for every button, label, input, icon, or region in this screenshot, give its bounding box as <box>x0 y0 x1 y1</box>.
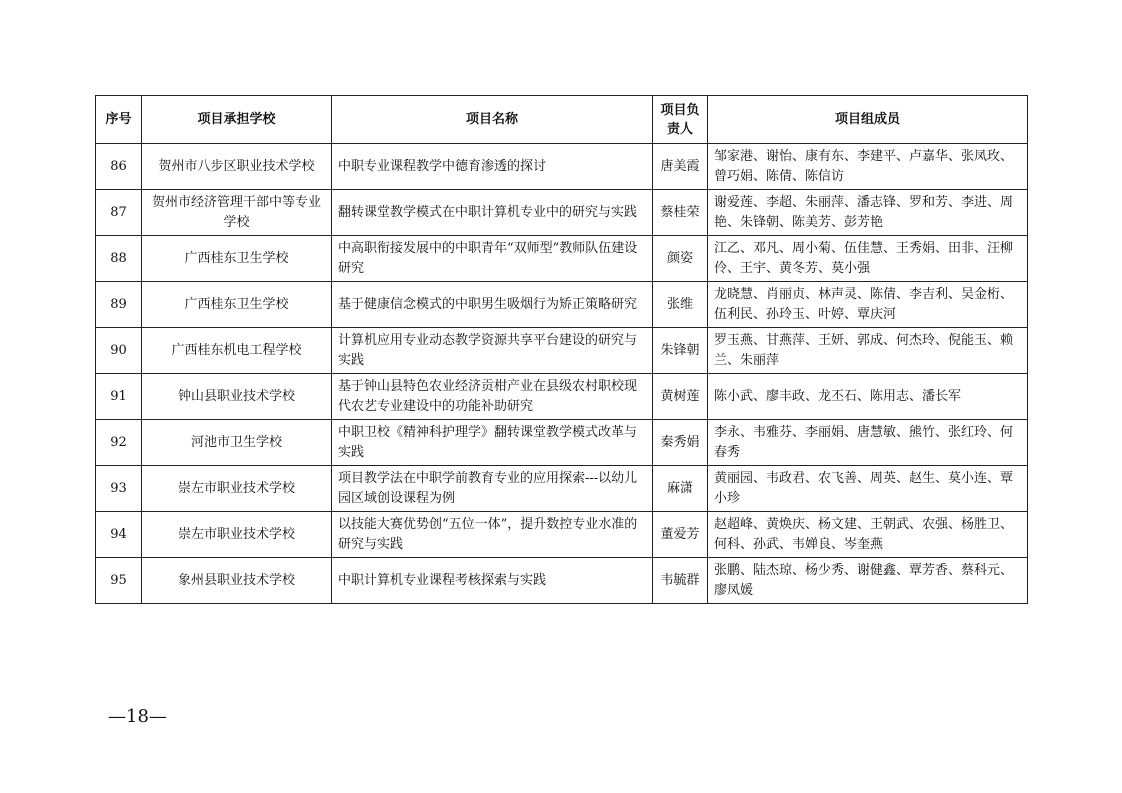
cell-num: 89 <box>96 282 142 328</box>
cell-leader: 秦秀娟 <box>653 420 708 466</box>
cell-members: 陈小武、廖丰政、龙丕石、陈用志、潘长军 <box>708 374 1028 420</box>
cell-members: 龙晓慧、肖丽贞、林声灵、陈倩、李吉利、吴金桁、伍利民、孙玲玉、叶婷、覃庆河 <box>708 282 1028 328</box>
table-row <box>96 512 1028 558</box>
table-row <box>96 374 1028 420</box>
cell-members: 赵超峰、黄焕庆、杨文建、王朝武、农强、杨胜卫、何科、孙武、韦婵良、岑奎燕 <box>708 512 1028 558</box>
header-num: 序号 <box>96 96 142 144</box>
cell-num: 88 <box>96 236 142 282</box>
cell-leader: 朱锋朝 <box>653 328 708 374</box>
cell-members: 李永、韦雅芬、李丽娟、唐慧敏、熊竹、张红玲、何春秀 <box>708 420 1028 466</box>
cell-school: 崇左市职业技术学校 <box>142 512 332 558</box>
cell-leader: 张维 <box>653 282 708 328</box>
cell-school: 贺州市经济管理干部中等专业学校 <box>142 190 332 236</box>
cell-project-name: 中高职衔接发展中的中职青年“双师型”教师队伍建设研究 <box>332 236 653 282</box>
cell-school: 广西桂东卫生学校 <box>142 236 332 282</box>
cell-school: 河池市卫生学校 <box>142 420 332 466</box>
table-body <box>96 144 1028 604</box>
cell-leader: 麻潇 <box>653 466 708 512</box>
cell-leader: 黄树莲 <box>653 374 708 420</box>
cell-num: 93 <box>96 466 142 512</box>
cell-project-name: 计算机应用专业动态教学资源共享平台建设的研究与实践 <box>332 328 653 374</box>
cell-num: 94 <box>96 512 142 558</box>
table-row <box>96 328 1028 374</box>
cell-members: 张鹏、陆杰琼、杨少秀、谢健鑫、覃芳香、蔡科元、廖凤媛 <box>708 558 1028 604</box>
cell-project-name: 中职卫校《精神科护理学》翻转课堂教学模式改革与实践 <box>332 420 653 466</box>
cell-members: 黄丽园、韦政君、农飞善、周英、赵生、莫小连、覃小珍 <box>708 466 1028 512</box>
cell-num: 92 <box>96 420 142 466</box>
table-row <box>96 466 1028 512</box>
cell-leader: 韦毓群 <box>653 558 708 604</box>
cell-leader: 唐美霞 <box>653 144 708 190</box>
header-row <box>96 96 1028 144</box>
cell-school: 贺州市八步区职业技术学校 <box>142 144 332 190</box>
cell-project-name: 中职计算机专业课程考核探索与实践 <box>332 558 653 604</box>
header-name: 项目名称 <box>332 96 653 144</box>
cell-members: 谢爱莲、李超、朱丽萍、潘志锋、罗和芳、李进、周艳、朱锋朝、陈美芳、彭芳艳 <box>708 190 1028 236</box>
cell-project-name: 基于钟山县特色农业经济贡柑产业在县级农村职校现代农艺专业建设中的功能补助研究 <box>332 374 653 420</box>
cell-leader: 蔡桂荣 <box>653 190 708 236</box>
header-school: 项目承担学校 <box>142 96 332 144</box>
cell-num: 86 <box>96 144 142 190</box>
table-row <box>96 558 1028 604</box>
cell-num: 90 <box>96 328 142 374</box>
cell-project-name: 翻转课堂教学模式在中职计算机专业中的研究与实践 <box>332 190 653 236</box>
cell-school: 崇左市职业技术学校 <box>142 466 332 512</box>
cell-members: 江乙、邓凡、周小菊、伍佳慧、王秀娟、田非、汪柳伶、王宇、黄冬芳、莫小强 <box>708 236 1028 282</box>
header-leader: 项目负责人 <box>653 96 708 144</box>
cell-school: 广西桂东机电工程学校 <box>142 328 332 374</box>
cell-members: 邹家港、谢怡、康有东、李建平、卢嘉华、张凤玫、曾巧娟、陈倩、陈信访 <box>708 144 1028 190</box>
cell-project-name: 项目教学法在中职学前教育专业的应用探索---以幼儿园区域创设课程为例 <box>332 466 653 512</box>
table-row <box>96 420 1028 466</box>
cell-school: 象州县职业技术学校 <box>142 558 332 604</box>
table-row <box>96 190 1028 236</box>
projects-table <box>95 95 1028 604</box>
cell-leader: 颜姿 <box>653 236 708 282</box>
cell-project-name: 中职专业课程教学中德育渗透的探讨 <box>332 144 653 190</box>
table-row <box>96 144 1028 190</box>
cell-project-name: 以技能大赛优势创“五位一体”，提升数控专业水准的研究与实践 <box>332 512 653 558</box>
cell-project-name: 基于健康信念模式的中职男生吸烟行为矫正策略研究 <box>332 282 653 328</box>
table-header <box>96 96 1028 144</box>
cell-school: 广西桂东卫生学校 <box>142 282 332 328</box>
cell-members: 罗玉燕、甘燕萍、王妍、郭成、何杰玲、倪能玉、赖兰、朱丽萍 <box>708 328 1028 374</box>
cell-leader: 董爱芳 <box>653 512 708 558</box>
cell-school: 钟山县职业技术学校 <box>142 374 332 420</box>
cell-num: 91 <box>96 374 142 420</box>
cell-num: 87 <box>96 190 142 236</box>
table-row <box>96 236 1028 282</box>
page-number: —18— <box>108 706 167 727</box>
cell-num: 95 <box>96 558 142 604</box>
header-members: 项目组成员 <box>708 96 1028 144</box>
table-row <box>96 282 1028 328</box>
